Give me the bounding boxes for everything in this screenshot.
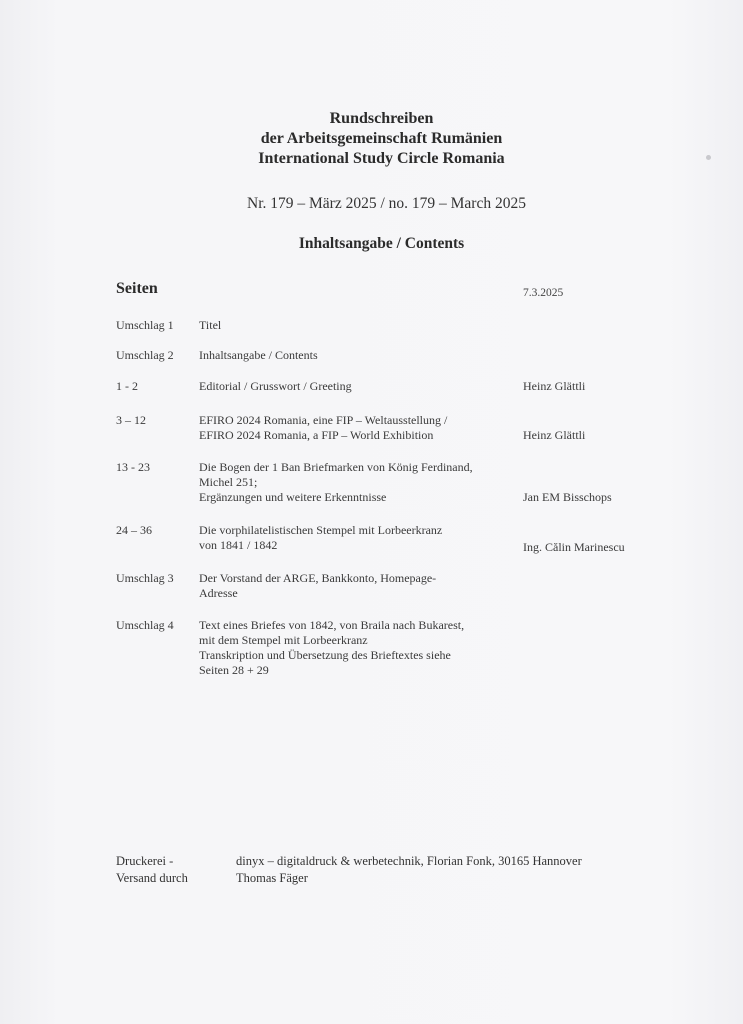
pages-heading: Seiten bbox=[116, 280, 158, 297]
toc-title-line: Die Bogen der 1 Ban Briefmarken von König Ferdinand, bbox=[199, 460, 473, 474]
toc-title bbox=[199, 571, 519, 601]
toc-title bbox=[199, 348, 519, 363]
document-date: 7.3.2025 bbox=[523, 287, 564, 299]
toc-title-line: EFIRO 2024 Romania, eine FIP – Weltausstellung / bbox=[199, 413, 448, 427]
toc-author: Heinz Glättli bbox=[523, 379, 586, 393]
printer-label bbox=[116, 853, 188, 887]
toc-author: Heinz Glättli bbox=[523, 428, 586, 442]
toc-title bbox=[199, 460, 519, 505]
printer-value bbox=[236, 853, 582, 887]
toc-title-line: Die vorphilatelistischen Stempel mit Lorbeerkranz bbox=[199, 523, 443, 537]
toc-title-line: Der Vorstand der ARGE, Bankkonto, Homepage- bbox=[199, 571, 437, 585]
toc-title bbox=[199, 318, 519, 333]
toc-pages: Umschlag 2 bbox=[116, 348, 174, 362]
toc-author: Jan EM Bisschops bbox=[523, 490, 612, 504]
toc-title bbox=[199, 413, 519, 443]
toc-pages: 3 – 12 bbox=[116, 413, 146, 427]
toc-title bbox=[199, 523, 519, 553]
printer-label-line-2: Versand durch bbox=[116, 871, 188, 885]
toc-author: Ing. Călin Marinescu bbox=[523, 540, 625, 554]
toc-title-line: Editorial / Grusswort / Greeting bbox=[199, 379, 352, 393]
toc-title-line: Inhaltsangabe / Contents bbox=[199, 348, 318, 362]
header-title-line-1: Rundschreiben bbox=[329, 110, 434, 127]
toc-pages: Umschlag 1 bbox=[116, 318, 174, 332]
header-title-line-3: International Study Circle Romania bbox=[258, 150, 505, 167]
toc-title-line: mit dem Stempel mit Lorbeerkranz bbox=[199, 633, 368, 647]
toc-title-line: Text eines Briefes von 1842, von Braila nach Bukarest, bbox=[199, 618, 465, 632]
toc-pages: 24 – 36 bbox=[116, 523, 152, 537]
contents-heading: Inhaltsangabe / Contents bbox=[298, 235, 465, 252]
toc-title-line: Michel 251; bbox=[199, 475, 258, 489]
toc-pages: 13 - 23 bbox=[116, 460, 150, 474]
toc-title bbox=[199, 618, 519, 678]
toc-title-line: Transkription und Übersetzung des Brieftextes siehe bbox=[199, 648, 451, 662]
printer-value-line-2: Thomas Fäger bbox=[236, 871, 308, 885]
printer-value-line-1: dinyx – digitaldruck & werbetechnik, Florian Fonk, 30165 Hannover bbox=[236, 854, 582, 868]
toc-title-line: Seiten 28 + 29 bbox=[199, 663, 269, 677]
toc-title-line: Titel bbox=[199, 318, 222, 332]
printer-label-line-1: Druckerei - bbox=[116, 854, 174, 868]
toc-title-line: EFIRO 2024 Romania, a FIP – World Exhibition bbox=[199, 428, 434, 442]
toc-pages: Umschlag 3 bbox=[116, 571, 174, 585]
toc-pages: Umschlag 4 bbox=[116, 618, 174, 632]
toc-title-line: von 1841 / 1842 bbox=[199, 538, 278, 552]
header-title-line-2: der Arbeitsgemeinschaft Rumänien bbox=[260, 130, 503, 147]
issue-number: Nr. 179 – März 2025 / no. 179 – March 2025 bbox=[247, 195, 526, 212]
toc-title-line: Ergänzungen und weitere Erkenntnisse bbox=[199, 490, 387, 504]
toc-title-line: Adresse bbox=[199, 586, 238, 600]
toc-title bbox=[199, 379, 519, 394]
toc-pages: 1 - 2 bbox=[116, 379, 138, 393]
